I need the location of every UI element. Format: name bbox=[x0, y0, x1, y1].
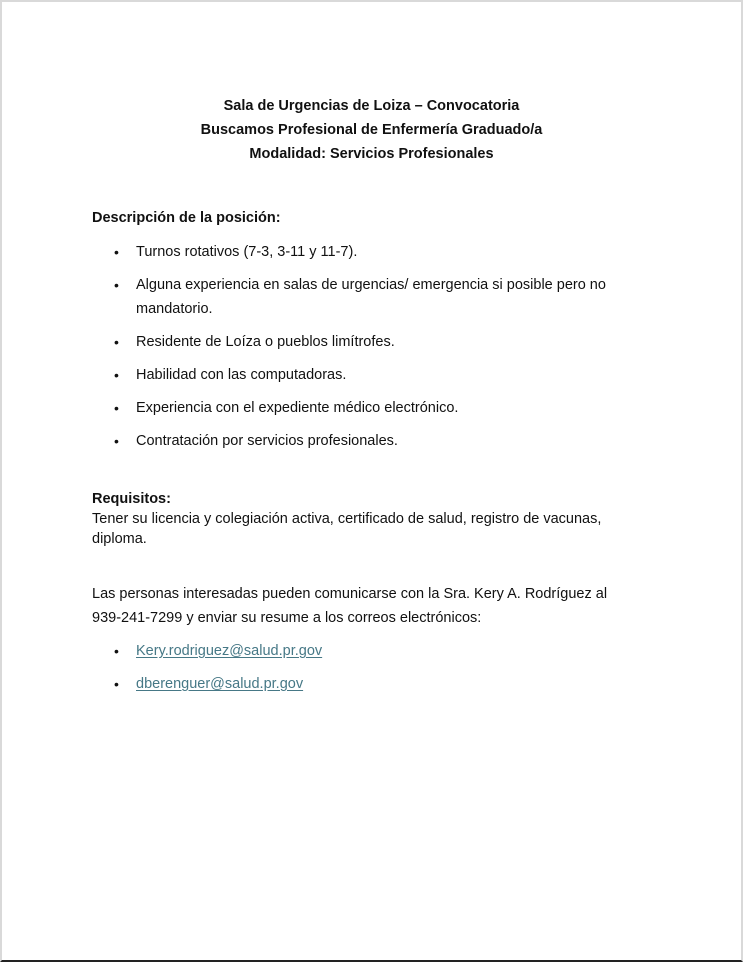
list-item-text: Residente de Loíza o pueblos limítrofes. bbox=[136, 334, 395, 350]
bullet-icon: • bbox=[114, 334, 119, 350]
list-item-text: Alguna experiencia en salas de urgencias/ emergencia si posible pero no mandatorio. bbox=[136, 277, 606, 317]
list-item bbox=[92, 639, 652, 663]
contact-text: Las personas interesadas pueden comunicarse con la Sra. Kery A. Rodríguez al 939-241-7299 y enviar su resume a los correos electrónicos: bbox=[92, 586, 608, 626]
bullet-icon: • bbox=[114, 643, 119, 659]
list-item bbox=[92, 429, 652, 453]
bullet-icon: • bbox=[114, 244, 119, 260]
email-link-kery[interactable]: Kery.rodriguez@salud.pr.gov bbox=[136, 643, 323, 659]
bullet-icon: • bbox=[114, 367, 119, 383]
description-list bbox=[92, 240, 652, 462]
description-heading: Descripción de la posición: bbox=[92, 210, 281, 226]
bullet-icon: • bbox=[114, 433, 119, 449]
list-item bbox=[92, 240, 652, 264]
requirements-text: Tener su licencia y colegiación activa, certificado de salud, registro de vacunas, diploma. bbox=[92, 511, 602, 547]
title-line-3: Modalidad: Servicios Profesionales bbox=[249, 146, 494, 162]
requirements-heading: Requisitos: bbox=[92, 491, 171, 507]
bullet-icon: • bbox=[114, 676, 119, 692]
list-item bbox=[92, 273, 636, 321]
list-item bbox=[92, 396, 652, 420]
list-item-text: Habilidad con las computadoras. bbox=[136, 367, 347, 383]
list-item bbox=[92, 330, 652, 354]
email-link-dberenguer[interactable]: dberenguer@salud.pr.gov bbox=[136, 676, 304, 692]
title-line-2: Buscamos Profesional de Enfermería Graduado/a bbox=[200, 122, 543, 138]
list-item-text: Contratación por servicios profesionales. bbox=[136, 433, 398, 449]
bullet-icon: • bbox=[114, 277, 119, 293]
list-item-text: Experiencia con el expediente médico electrónico. bbox=[136, 400, 459, 416]
document-title-block bbox=[2, 94, 741, 166]
bullet-icon: • bbox=[114, 400, 119, 416]
list-item-text: Turnos rotativos (7-3, 3-11 y 11-7). bbox=[136, 244, 358, 260]
email-list bbox=[92, 639, 652, 705]
list-item bbox=[92, 363, 652, 387]
title-line-1: Sala de Urgencias de Loiza – Convocatoria bbox=[223, 98, 520, 114]
list-item bbox=[92, 672, 652, 696]
